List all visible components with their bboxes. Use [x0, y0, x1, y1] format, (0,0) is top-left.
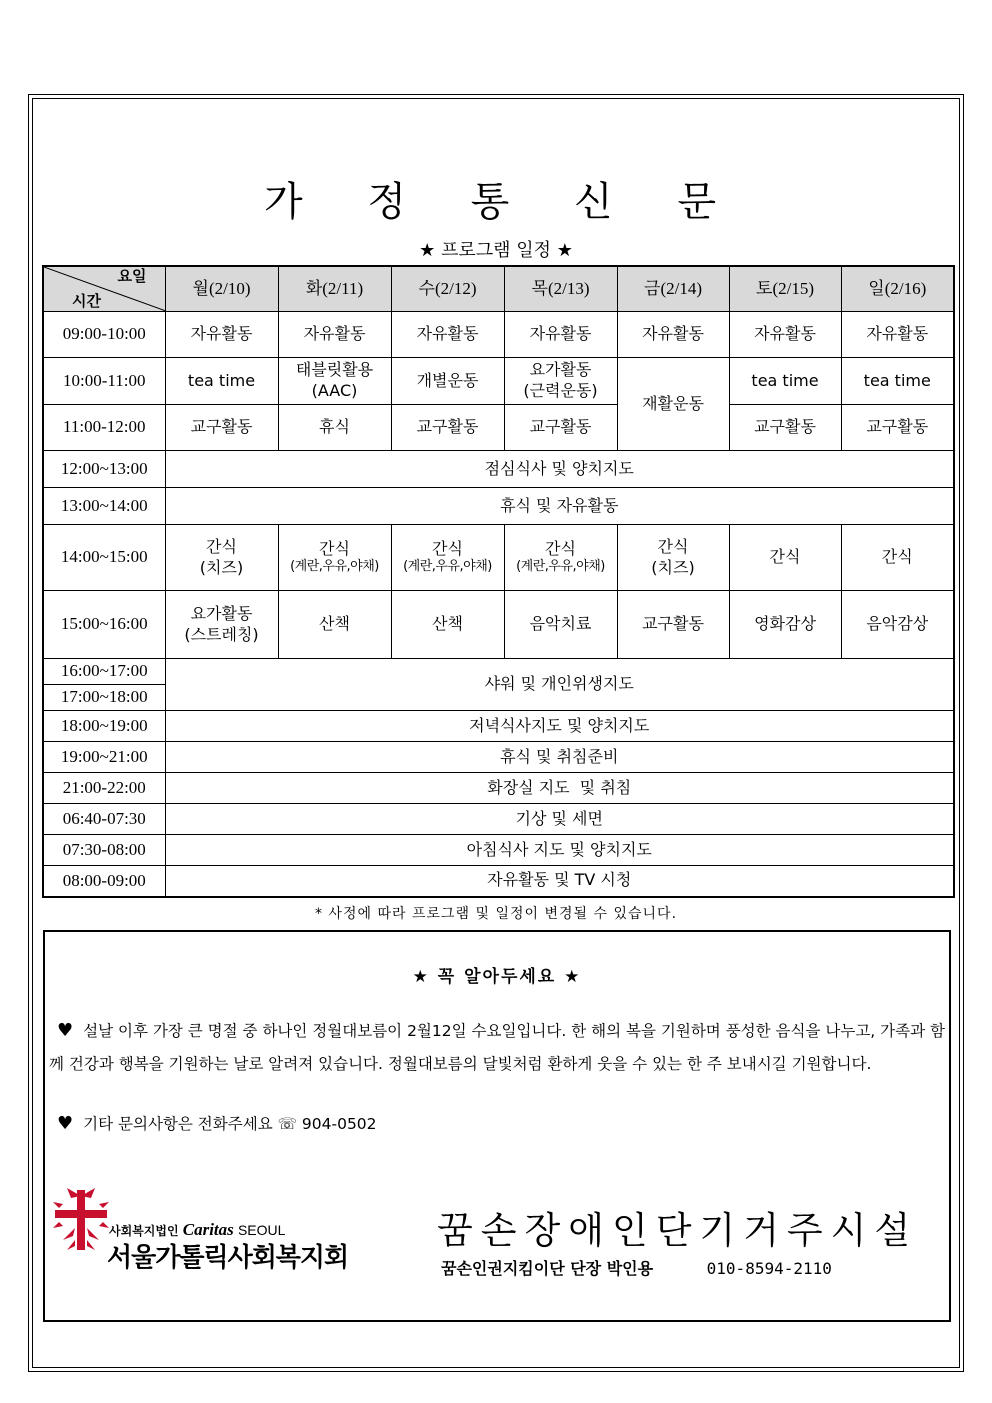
- table-row: [43, 358, 954, 405]
- activity-line: (AAC): [311, 381, 358, 400]
- activity-cell: 자유활동: [841, 312, 954, 358]
- activity-line: (스트레칭): [184, 624, 259, 644]
- activity-cell-wide: 휴식 및 자유활동: [165, 488, 954, 525]
- table-row: [43, 405, 954, 451]
- page-title: 가 정 통 신 문: [263, 179, 743, 225]
- activity-line: 간식: [545, 538, 576, 558]
- day-header-fri: 금(2/14): [617, 266, 729, 312]
- facility-contact: [441, 1256, 832, 1279]
- activity-line: (치즈): [199, 557, 244, 577]
- activity-cell: 자유활동: [165, 312, 278, 358]
- day-header-thu: 목(2/13): [504, 266, 617, 312]
- time-cell: 15:00~16:00: [43, 591, 165, 659]
- activity-line: 간식: [319, 538, 350, 558]
- activity-cell-wide: 휴식 및 취침준비: [165, 742, 954, 773]
- activity-cell: tea time: [729, 358, 841, 405]
- activity-cell-wide: 샤워 및 개인위생지도: [165, 659, 954, 711]
- activity-cell: 자유활동: [729, 312, 841, 358]
- table-row: [43, 804, 954, 835]
- activity-line: 간식: [432, 538, 463, 558]
- notice-paragraph: [49, 1014, 945, 1081]
- time-cell: 18:00~19:00: [43, 711, 165, 742]
- activity-cell-wide: 화장실 지도 및 취침: [165, 773, 954, 804]
- contact-person: 꿈손인권지킴이단 단장 박인용: [441, 1259, 654, 1278]
- facility-name: 꿈손장애인단기거주시설: [437, 1209, 919, 1252]
- header-row: [43, 266, 954, 312]
- corner-day-label: 요일: [117, 267, 147, 285]
- activity-line: (계란,우유,야채): [403, 559, 492, 575]
- activity-line: (근력운동): [523, 381, 598, 400]
- activity-line: 요가활동: [529, 360, 592, 380]
- table-row: [43, 835, 954, 866]
- time-cell: 10:00-11:00: [43, 358, 165, 405]
- activity-cell: 자유활동: [278, 312, 391, 358]
- time-cell: 17:00~18:00: [43, 685, 165, 711]
- heart-icon: ♥: [57, 1113, 74, 1134]
- table-row: [43, 312, 954, 358]
- activity-cell: 간식: [841, 525, 954, 591]
- activity-cell: 교구활동: [504, 405, 617, 451]
- logo-seoul: SEOUL: [237, 1222, 286, 1238]
- activity-cell: 교구활동: [165, 405, 278, 451]
- activity-cell: tea time: [165, 358, 278, 405]
- table-row: [43, 591, 954, 659]
- time-cell: 16:00~17:00: [43, 659, 165, 685]
- table-row: [43, 488, 954, 525]
- contact-text: 기타 문의사항은 전화주세요 ☏ 904-0502: [83, 1115, 377, 1133]
- activity-cell: 간식: [729, 525, 841, 591]
- activity-cell-wide: 아침식사 지도 및 양치지도: [165, 835, 954, 866]
- activity-cell-wide: 자유활동 및 TV 시청: [165, 866, 954, 897]
- activity-cell: 휴식: [278, 405, 391, 451]
- logo-prefix: 사회복지법인: [109, 1224, 179, 1238]
- time-cell: 11:00-12:00: [43, 405, 165, 451]
- caritas-cross-logo-icon: [53, 1188, 109, 1252]
- heart-icon: ♥: [57, 1020, 74, 1041]
- activity-cell: 음악감상: [841, 591, 954, 659]
- activity-cell: 산책: [391, 591, 504, 659]
- activity-cell: 음악치료: [504, 591, 617, 659]
- day-header-tue: 화(2/11): [278, 266, 391, 312]
- activity-line: (치즈): [651, 557, 695, 577]
- activity-line: 간식: [206, 536, 237, 556]
- activity-cell: [504, 358, 617, 405]
- activity-cell: 산책: [278, 591, 391, 659]
- activity-cell-wide: 기상 및 세면: [165, 804, 954, 835]
- activity-line: (계란,우유,야채): [516, 559, 605, 575]
- activity-cell: [165, 591, 278, 659]
- activity-line: 태블릿활용: [295, 360, 374, 380]
- day-header-sat: 토(2/15): [729, 266, 841, 312]
- activity-cell: 교구활동: [729, 405, 841, 451]
- activity-cell: 자유활동: [504, 312, 617, 358]
- logo-org-name: 서울가톨릭사회복지회: [107, 1243, 349, 1273]
- table-row: [43, 711, 954, 742]
- schedule-table: [42, 265, 955, 898]
- time-cell: 06:40-07:30: [43, 804, 165, 835]
- time-cell: 08:00-09:00: [43, 866, 165, 897]
- notice-title: ★ 꼭 알아두세요 ★: [412, 967, 582, 987]
- time-cell: 21:00-22:00: [43, 773, 165, 804]
- activity-cell: 교구활동: [617, 591, 729, 659]
- logo-caritas: Caritas: [182, 1220, 234, 1239]
- time-cell: 09:00-10:00: [43, 312, 165, 358]
- activity-cell: [617, 525, 729, 591]
- time-cell: 07:30-08:00: [43, 835, 165, 866]
- day-header-wed: 수(2/12): [391, 266, 504, 312]
- table-row: [43, 742, 954, 773]
- table-row: [43, 525, 954, 591]
- day-header-mon: 월(2/10): [165, 266, 278, 312]
- activity-cell: 개별운동: [391, 358, 504, 405]
- activity-cell: 교구활동: [391, 405, 504, 451]
- time-cell: 14:00~15:00: [43, 525, 165, 591]
- activity-cell: 교구활동: [841, 405, 954, 451]
- contact-phone: 010-8594-2110: [706, 1259, 832, 1278]
- activity-cell: [504, 525, 617, 591]
- table-row: [43, 659, 954, 685]
- time-cell: 13:00~14:00: [43, 488, 165, 525]
- activity-cell: [165, 525, 278, 591]
- table-row: [43, 866, 954, 897]
- time-cell: 12:00~13:00: [43, 451, 165, 488]
- activity-cell: 자유활동: [617, 312, 729, 358]
- activity-line: 요가활동: [190, 603, 253, 623]
- activity-cell: [278, 358, 391, 405]
- schedule-change-note: * 사정에 따라 프로그램 및 일정이 변경될 수 있습니다.: [314, 906, 678, 922]
- activity-cell: [278, 525, 391, 591]
- activity-cell: tea time: [841, 358, 954, 405]
- corner-time-label: 시간: [72, 291, 101, 310]
- table-row: [43, 773, 954, 804]
- notice-text: 설날 이후 가장 큰 명절 중 하나인 정월대보름이 2월12일 수요일입니다. 한 해의 복을 기원하며 풍성한 음식을 나누고, 가족과 함께 건강과 행복을 기원하는 날로 알려져 있습니다. 정월대보름의 달빛처럼 환하게 웃을 수 있는 한 주 보내시길 기원합니다.: [49, 1022, 945, 1073]
- day-header-sun: 일(2/16): [841, 266, 954, 312]
- activity-cell-merged: 재활운동: [617, 358, 729, 451]
- notice-box: [43, 930, 951, 1322]
- table-row: [43, 451, 954, 488]
- activity-cell-wide: 점심식사 및 양치지도: [165, 451, 954, 488]
- activity-cell: 자유활동: [391, 312, 504, 358]
- activity-cell: [391, 525, 504, 591]
- corner-header-cell: [43, 266, 165, 312]
- contact-paragraph: [57, 1112, 377, 1134]
- time-cell: 19:00~21:00: [43, 742, 165, 773]
- schedule-subtitle: ★ 프로그램 일정 ★: [419, 240, 573, 261]
- activity-line: (계란,우유,야채): [290, 559, 379, 575]
- activity-line: 간식: [657, 536, 689, 556]
- activity-cell: 영화감상: [729, 591, 841, 659]
- activity-cell-wide: 저녁식사지도 및 양치지도: [165, 711, 954, 742]
